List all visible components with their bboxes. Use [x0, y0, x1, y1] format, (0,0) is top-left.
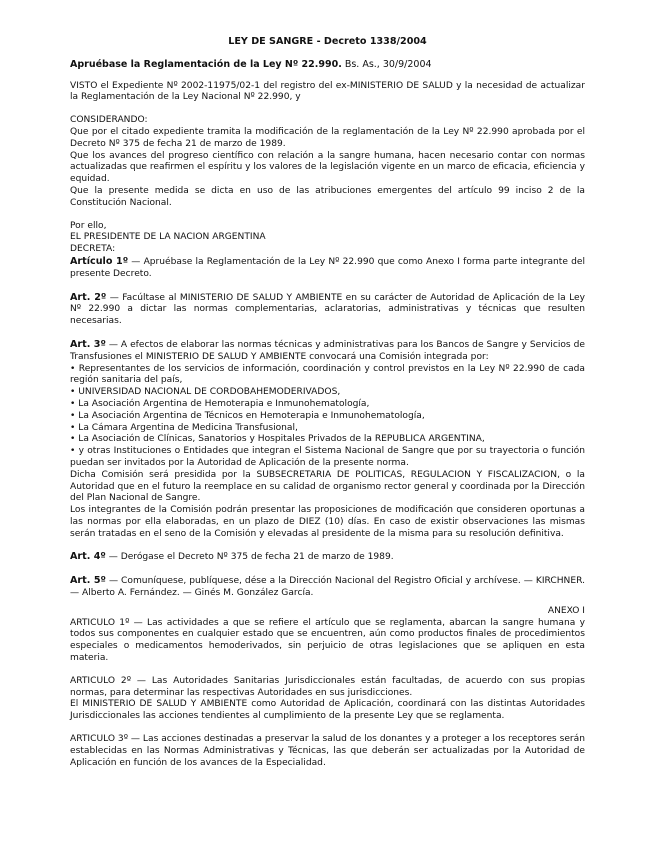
article-4-text: — Derógase el Decreto Nº 375 de fecha 21 de marzo de 1989. [105, 552, 394, 563]
visto-paragraph: VISTO el Expediente Nº 2002-11975/02-1 del registro del ex-MINISTERIO DE SALUD y la necesidad de actualizar la Reglamentación de la Ley Nacional Nº 22.990, y [70, 80, 585, 103]
article-3 [70, 339, 585, 364]
considerando-item: Que la presente medida se dicta en uso de las atribuciones emergentes del artículo 99 inciso 2 de la Constitución Nacional. [70, 185, 585, 208]
article-3-list-item: • La Cámara Argentina de Medicina Transfusional, [70, 422, 298, 433]
anexo-article-3: ARTICULO 3º — Las acciones destinadas a preservar la salud de los donantes y a proteger a los receptores serán establecidas en las Normas Administrativas y Técnicas, las que deberán ser actualizadas por la Autoridad de Aplicación en función de los avances de la Especialidad. [70, 734, 585, 768]
anexo-heading: ANEXO I [547, 605, 585, 616]
article-3-label: Art. 3º [70, 338, 106, 350]
article-3-paragraph: Dicha Comisión será presidida por la SUBSECRETARIA DE POLITICAS, REGULACION Y FISCALIZACION, o la Autoridad que en el futuro la reemplace en su calidad de organismo rector general y coordinada por la Dirección del Plan Nacional de Sangre. [70, 469, 585, 504]
por-ello: Por ello, [70, 220, 107, 231]
article-3-list-item: • Representantes de los servicios de información, coordinación y control previstos en la Ley Nº 22.990 de cada región sanitaria del país, [70, 363, 585, 386]
document-subtitle [70, 59, 585, 71]
article-2-label: Art. 2º [70, 291, 107, 303]
article-1 [70, 256, 585, 281]
article-2 [70, 292, 585, 328]
article-1-text: — Apruébase la Reglamentación de la Ley Nº 22.990 que como Anexo I forma parte integrante del presente Decreto. [70, 256, 585, 279]
subtitle-date: Bs. As., 30/9/2004 [341, 58, 432, 70]
article-5 [70, 575, 585, 600]
article-3-list-item: • UNIVERSIDAD NACIONAL DE CORDOBAHEMODERIVADOS, [70, 387, 341, 398]
anexo-article-2: ARTICULO 2º — Las Autoridades Sanitarias Jurisdiccionales están facultadas, de acuerdo con sus propias normas, para determinar las respectivas Autoridades en sus jurisdicciones. [70, 675, 585, 698]
article-4-label: Art. 4º [70, 551, 106, 563]
article-3-paragraph: Los integrantes de la Comisión podrán presentar las proposiciones de modificación que consideren oportunas a las normas por ella elaboradas, en un plazo de DIEZ (10) días. En caso de existir observaciones las mismas serán tratadas en el seno de la Comisión y elevadas al presidente de la misma para su resolución definitiva. [70, 505, 585, 539]
document-page [70, 36, 585, 769]
decreta-line: DECRETA: [70, 244, 116, 255]
considerando-heading: CONSIDERANDO: [70, 115, 148, 126]
considerando-item: Que los avances del progreso científico con relación a la sangre humana, hacen necesario contar con normas actualizadas que reafirmen el espíritu y los valores de la legislación vigente en un marco de eficacia, eficiencia y equidad. [70, 150, 585, 185]
anexo-article-1: ARTICULO 1º — Las actividades a que se refiere el artículo que se reglamenta, abarcan la sangre humana y todos sus componentes en cualquier estado que se encuentren, aún como productos finales de procedimientos especiales o medicamentos hemoderivados, sin perjuicio de otras legislaciones que se apliquen en esta materia. [70, 617, 585, 664]
anexo-article-2-paragraph: El MINISTERIO DE SALUD Y AMBIENTE como Autoridad de Aplicación, coordinará con las distintas Autoridades Jurisdiccionales las acciones tendientes al cumplimiento de la presente Ley que se reglamenta. [70, 699, 585, 722]
article-3-list-item: • La Asociación de Clínicas, Sanatorios y Hospitales Privados de la REPUBLICA ARGENTINA, [70, 434, 485, 445]
considerando-item: Que por el citado expediente tramita la modificación de la reglamentación de la Ley Nº 22.990 aprobada por el Decreto Nº 375 de fecha 21 de marzo de 1989. [70, 126, 585, 149]
article-3-list-item: • La Asociación Argentina de Técnicos en Hemoterapia e Inmunohematología, [70, 410, 425, 421]
article-5-label: Art. 5º [70, 575, 106, 587]
document-title: LEY DE SANGRE - Decreto 1338/2004 [228, 36, 427, 47]
article-3-list-item: • La Asociación Argentina de Hemoterapia e Inmunohematología, [70, 398, 370, 409]
subtitle-bold: Apruébase la Reglamentación de la Ley Nº 22.990. [70, 58, 342, 70]
article-1-label: Artículo 1º [70, 255, 129, 267]
article-2-text: — Facúltase al MINISTERIO DE SALUD Y AMBIENTE en su carácter de Autoridad de Aplicación de la Ley Nº 22.990 a dictar las normas complementarias, aclaratorias, administrativas y técnicas que resulten necesarias. [70, 292, 585, 327]
article-3-text: — A efectos de elaborar las normas técnicas y administrativas para los Bancos de Sangre y Servicios de Transfusiones el MINISTERIO DE SALUD Y AMBIENTE convocará una Comisión integrada por: [70, 339, 585, 362]
presidente-line: EL PRESIDENTE DE LA NACION ARGENTINA [70, 232, 266, 243]
article-3-list-item: • y otras Instituciones o Entidades que integran el Sistema Nacional de Sangre que por su trayectoria o función puedan ser invitados por la Autoridad de Aplicación de la presente norma. [70, 446, 585, 468]
article-4 [70, 551, 585, 564]
article-5-text: — Comuníquese, publíquese, dése a la Dirección Nacional del Registro Oficial y archívese. — KIRCHNER. — Alberto A. Fernández. — Ginés M. González García. [70, 576, 585, 599]
